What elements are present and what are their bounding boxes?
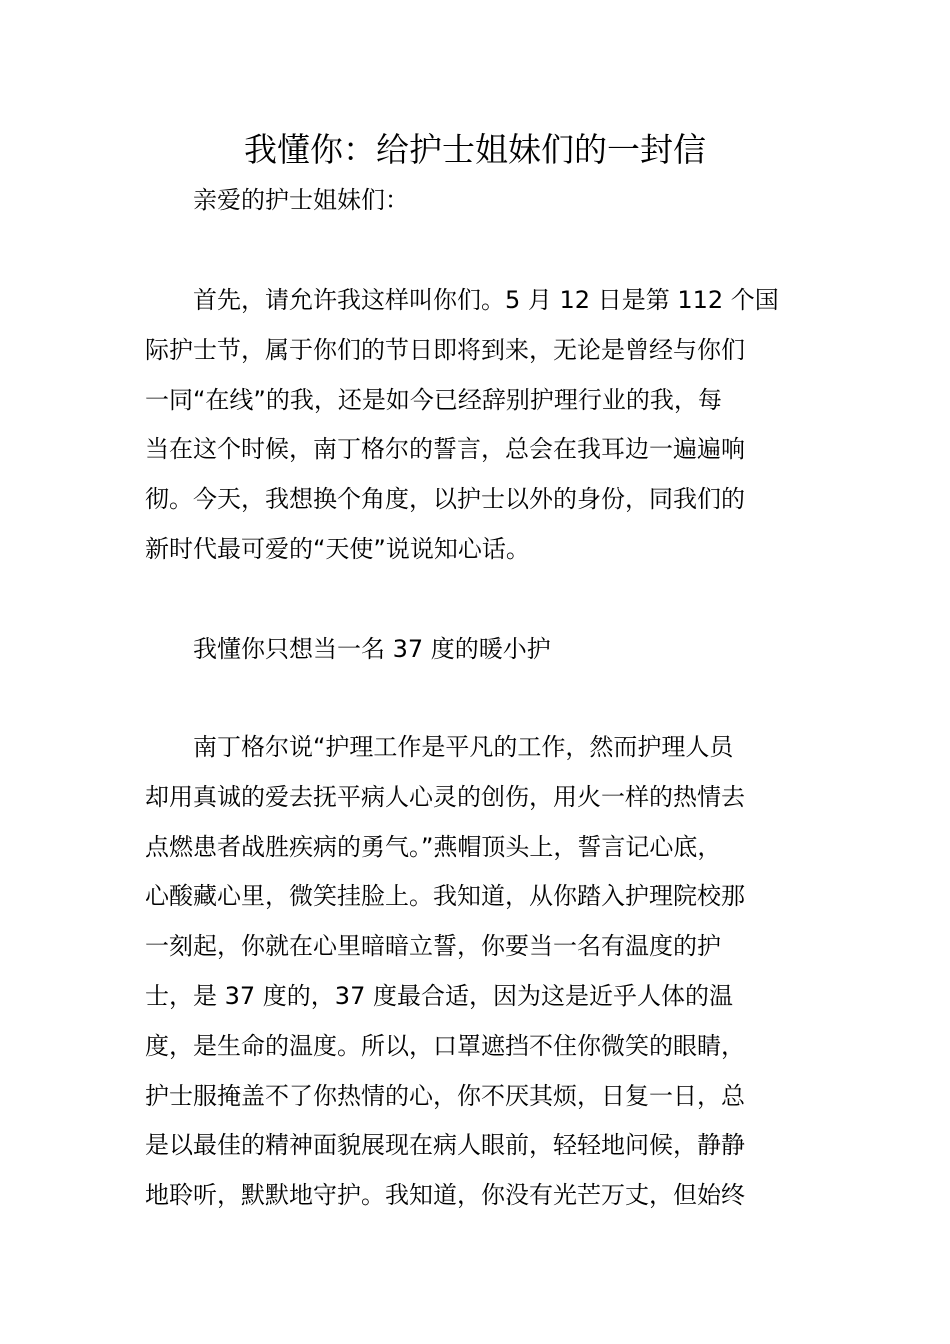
paragraph-line: 新时代最可爱的“天使”说说知心话。 [145, 534, 530, 563]
paragraph-line: 际护士节，属于你们的节日即将到来，无论是曾经与你们 [145, 335, 745, 364]
paragraph-line: 却用真诚的爱去抚平病人心灵的创伤，用火一样的热情去 [145, 782, 745, 811]
paragraph-body [145, 723, 805, 1221]
paragraph-line: 心酸藏心里，微笑挂脸上。我知道，从你踏入护理院校那 [145, 882, 745, 911]
paragraph-line: 是以最佳的精神面貌展现在病人眼前，轻轻地问候，静静 [145, 1131, 745, 1160]
document-title: 我懂你：给护士姐妹们的一封信 [244, 130, 706, 169]
paragraph-line: 一同“在线”的我，还是如今已经辞别护理行业的我，每 [145, 385, 722, 414]
paragraph-line: 一刻起，你就在心里暗暗立誓，你要当一名有温度的护 [145, 932, 721, 961]
paragraph-line: 首先，请允许我这样叫你们。5 月 12 日是第 112 个国 [193, 286, 779, 314]
paragraph-line: 护士服掩盖不了你热情的心，你不厌其烦，日复一日，总 [145, 1081, 745, 1110]
paragraph-line: 士，是 37 度的，37 度最合适，因为这是近乎人体的温 [145, 981, 733, 1010]
paragraph-intro [145, 276, 805, 575]
paragraph-line: 当在这个时候，南丁格尔的誓言，总会在我耳边一遍遍响 [145, 435, 745, 464]
paragraph-line: 地聆听，默默地守护。我知道，你没有光芒万丈，但始终 [145, 1181, 745, 1210]
paragraph-line: 南丁格尔说“护理工作是平凡的工作，然而护理人员 [193, 733, 734, 761]
salutation: 亲爱的护士姐妹们： [193, 186, 409, 214]
paragraph-line: 度，是生命的温度。所以，口罩遮挡不住你微笑的眼睛， [145, 1031, 745, 1060]
paragraph-line: 彻。今天，我想换个角度，以护士以外的身份，同我们的 [145, 485, 745, 514]
paragraph-line: 点燃患者战胜疾病的勇气。”燕帽顶头上，誓言记心底， [145, 832, 722, 861]
section-heading: 我懂你只想当一名 37 度的暖小护 [193, 635, 551, 663]
